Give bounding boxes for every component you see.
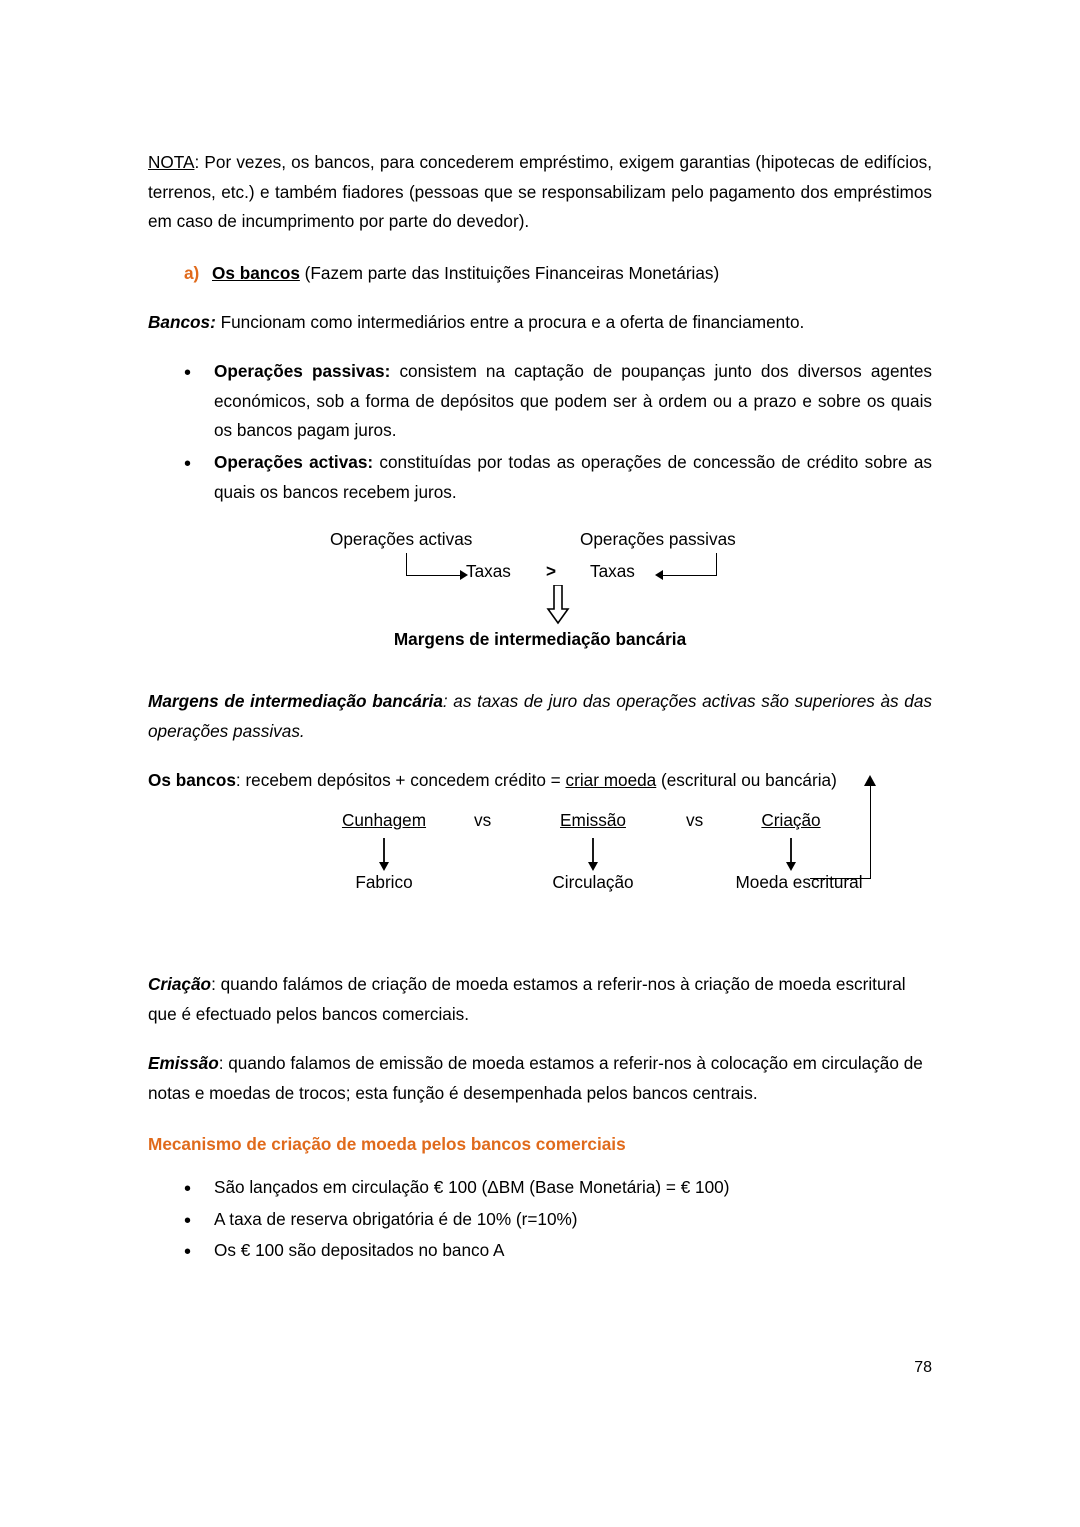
note-label: NOTA <box>148 152 195 172</box>
list-item-content <box>212 263 719 284</box>
diagram-label-operacoes-activas: Operações activas <box>330 529 473 550</box>
diagram-vs-1: vs <box>474 809 492 830</box>
diagram-taxas-right: Taxas <box>590 561 635 582</box>
os-bancos-title: Os bancos <box>212 262 300 283</box>
os-bancos-line-tail: (escritural ou bancária) <box>656 770 837 791</box>
note-paragraph <box>148 148 932 237</box>
operacoes-passivas-text: consistem na captação de poupanças junto dos diversos agentes económicos, sob a forma de depósitos que podem ser à ordem ou a prazo e sobre os quais os bancos pagam juros. <box>214 361 932 441</box>
list-marker-a: a) <box>184 262 200 283</box>
emissao-text: : quando falamos de emissão de moeda estamos a referir-nos à colocação em circulação de notas e moedas de trocos; esta função é desempenhada pelos bancos centrais. <box>148 1053 923 1103</box>
list-item: • A taxa de reserva obrigatória é de 10% (r=10%) <box>148 1205 932 1235</box>
os-bancos-line-mid: : recebem depósitos + concedem crédito = <box>235 770 566 791</box>
bancos-term: Bancos: <box>148 311 216 332</box>
criar-moeda-underline: criar moeda <box>565 770 657 791</box>
list-item <box>148 357 932 446</box>
diagram-circulacao-label: Circulação <box>552 871 634 892</box>
section-heading-mecanismo: Mecanismo de criação de moeda pelos bancos comerciais <box>148 1134 626 1155</box>
down-arrow-icon-2 <box>586 838 600 872</box>
list-item: • Os € 100 são depositados no banco A <box>148 1236 932 1266</box>
margens-term: Margens de intermediação bancária <box>148 691 443 712</box>
diagram-cunhagem-label: Cunhagem <box>341 809 427 830</box>
diagram-fabrico-label: Fabrico <box>355 871 413 892</box>
diagram-vs-2: vs <box>686 809 704 830</box>
margens-definition <box>148 687 932 746</box>
diagram-criacao-label: Criação <box>761 809 821 830</box>
diagram-taxas-left: Taxas <box>466 561 511 582</box>
bancos-text: Funcionam como intermediários entre a procura e a oferta de financiamento. <box>215 311 805 332</box>
list-item <box>148 448 932 507</box>
list-item-os-bancos <box>148 263 932 284</box>
diagram-moeda-escritural-label: Moeda escritural <box>735 871 863 892</box>
elbow-arrow-right-icon <box>662 553 717 576</box>
mechanism-list <box>148 1173 932 1266</box>
diagram-criacao-moeda <box>148 810 932 940</box>
diagram-emissao-label: Emissão <box>560 809 626 830</box>
feedback-line-icon <box>810 782 871 879</box>
diagram-margens-intermediacao <box>148 529 932 687</box>
criacao-definition <box>148 970 932 1029</box>
down-arrow-icon-3 <box>784 838 798 872</box>
down-arrow-icon-1 <box>377 838 391 872</box>
page-number: 78 <box>914 1359 932 1376</box>
hollow-down-arrow-icon <box>546 585 570 625</box>
operations-list <box>148 357 932 507</box>
margens-text: : as taxas de juro das operações activas são superiores às das operações passivas. <box>148 691 932 741</box>
diagram-label-operacoes-passivas: Operações passivas <box>580 529 736 550</box>
os-bancos-line-term: Os bancos <box>148 770 236 791</box>
criacao-text: : quando falámos de criação de moeda estamos a referir-nos à criação de moeda escritural que é efectuado pelos bancos comerciais. <box>148 973 906 1024</box>
operacoes-activas-text: constituídas por todas as operações de concessão de crédito sobre as quais os bancos recebem juros. <box>214 452 932 502</box>
up-arrow-head-icon <box>862 774 878 784</box>
diagram-comparator: > <box>546 561 557 582</box>
list-item: • São lançados em circulação € 100 (ΔBM (Base Monetária) = € 100) <box>148 1173 932 1203</box>
elbow-arrow-left-icon <box>406 553 461 576</box>
diagram-result-label: Margens de intermediação bancária <box>393 629 687 650</box>
os-bancos-rest: (Fazem parte das Instituições Financeiras Monetárias) <box>299 262 720 283</box>
note-text: : Por vezes, os bancos, para concederem empréstimo, exigem garantias (hipotecas de edifícios, terrenos, etc.) e também fiadores (pessoas que se responsabilizam pelo pagamento dos empréstimos em caso de incumprimento por parte do devedor). <box>148 152 932 232</box>
bancos-definition <box>148 308 932 338</box>
operacoes-passivas-term: Operações passivas: <box>214 361 391 382</box>
operacoes-activas-term: Operações activas: <box>214 452 374 473</box>
emissao-term: Emissão <box>148 1053 219 1074</box>
emissao-definition <box>148 1049 932 1108</box>
criacao-term: Criação <box>148 973 212 994</box>
